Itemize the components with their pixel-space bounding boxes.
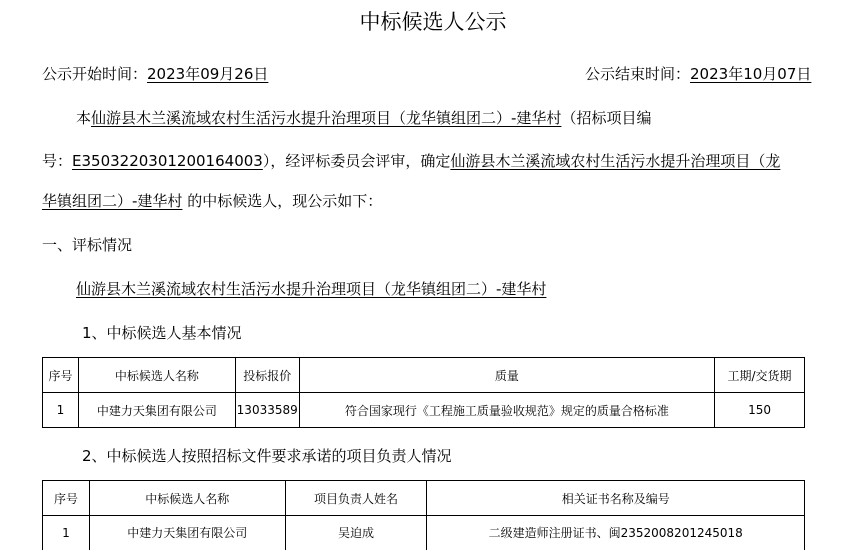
header-cell: 工期/交货期 xyxy=(715,358,805,393)
intro-line-1 xyxy=(76,107,651,128)
intro-text: ），经评标委员会评审，确定 xyxy=(262,152,451,170)
table-row xyxy=(43,516,805,550)
intro-line-3 xyxy=(42,190,382,211)
intro-text: （招标项目编 xyxy=(561,109,652,127)
intro-text: 本 xyxy=(76,109,92,127)
table-cell: 13033589 xyxy=(235,393,299,428)
project-name-link[interactable]: 仙游县木兰溪流域农村生活污水提升治理项目（龙华镇组团二）-建华村 xyxy=(91,109,562,127)
table-cell: 吴迫成 xyxy=(285,516,427,550)
table-cell: 1 xyxy=(43,516,90,550)
end-time-label: 公示结束时间： xyxy=(585,65,691,83)
table-cell: 中建力天集团有限公司 xyxy=(78,393,235,428)
header-cell: 中标候选人名称 xyxy=(89,481,285,516)
header-cell: 相关证书名称及编号 xyxy=(427,481,805,516)
header-cell: 序号 xyxy=(43,358,79,393)
header-cell: 中标候选人名称 xyxy=(78,358,235,393)
table-cell: 150 xyxy=(715,393,805,428)
start-time-label: 公示开始时间： xyxy=(42,65,148,83)
end-date: 2023年10月07日 xyxy=(690,65,812,83)
table-cell: 二级建造师注册证书、闽2352008201245018 xyxy=(427,516,805,550)
table-cell: 1 xyxy=(43,393,79,428)
project-manager-table xyxy=(42,480,805,550)
start-date: 2023年09月26日 xyxy=(147,65,269,83)
subsection-2-heading: 2、中标候选人按照招标文件要求承诺的项目负责人情况 xyxy=(82,447,452,465)
header-cell: 质量 xyxy=(299,358,714,393)
table-header-row xyxy=(43,358,805,393)
end-time xyxy=(585,63,811,84)
project-code: E3503220301200164003 xyxy=(72,152,263,170)
subsection-1-heading: 1、中标候选人基本情况 xyxy=(82,324,242,342)
table-header-row xyxy=(43,481,805,516)
table-row xyxy=(43,393,805,428)
project-name-link-3[interactable]: 华镇组团二）-建华村 xyxy=(42,192,183,210)
intro-text: 号： xyxy=(42,152,73,170)
header-cell: 投标报价 xyxy=(235,358,299,393)
section-heading: 一、评标情况 xyxy=(42,236,133,254)
project-title-link[interactable]: 仙游县木兰溪流域农村生活污水提升治理项目（龙华镇组团二）-建华村 xyxy=(76,280,547,298)
table-cell: 符合国家现行《工程施工质量验收规范》规定的质量合格标准 xyxy=(299,393,714,428)
start-time xyxy=(42,63,268,84)
page-title: 中标候选人公示 xyxy=(359,10,507,34)
intro-line-2 xyxy=(42,150,780,171)
intro-text: 的中标候选人，现公示如下： xyxy=(187,192,383,210)
header-cell: 项目负责人姓名 xyxy=(285,481,427,516)
candidate-basic-table xyxy=(42,357,805,428)
header-cell: 序号 xyxy=(43,481,90,516)
project-name-link-2[interactable]: 仙游县木兰溪流域农村生活污水提升治理项目（龙 xyxy=(450,152,781,170)
table-cell: 中建力天集团有限公司 xyxy=(89,516,285,550)
